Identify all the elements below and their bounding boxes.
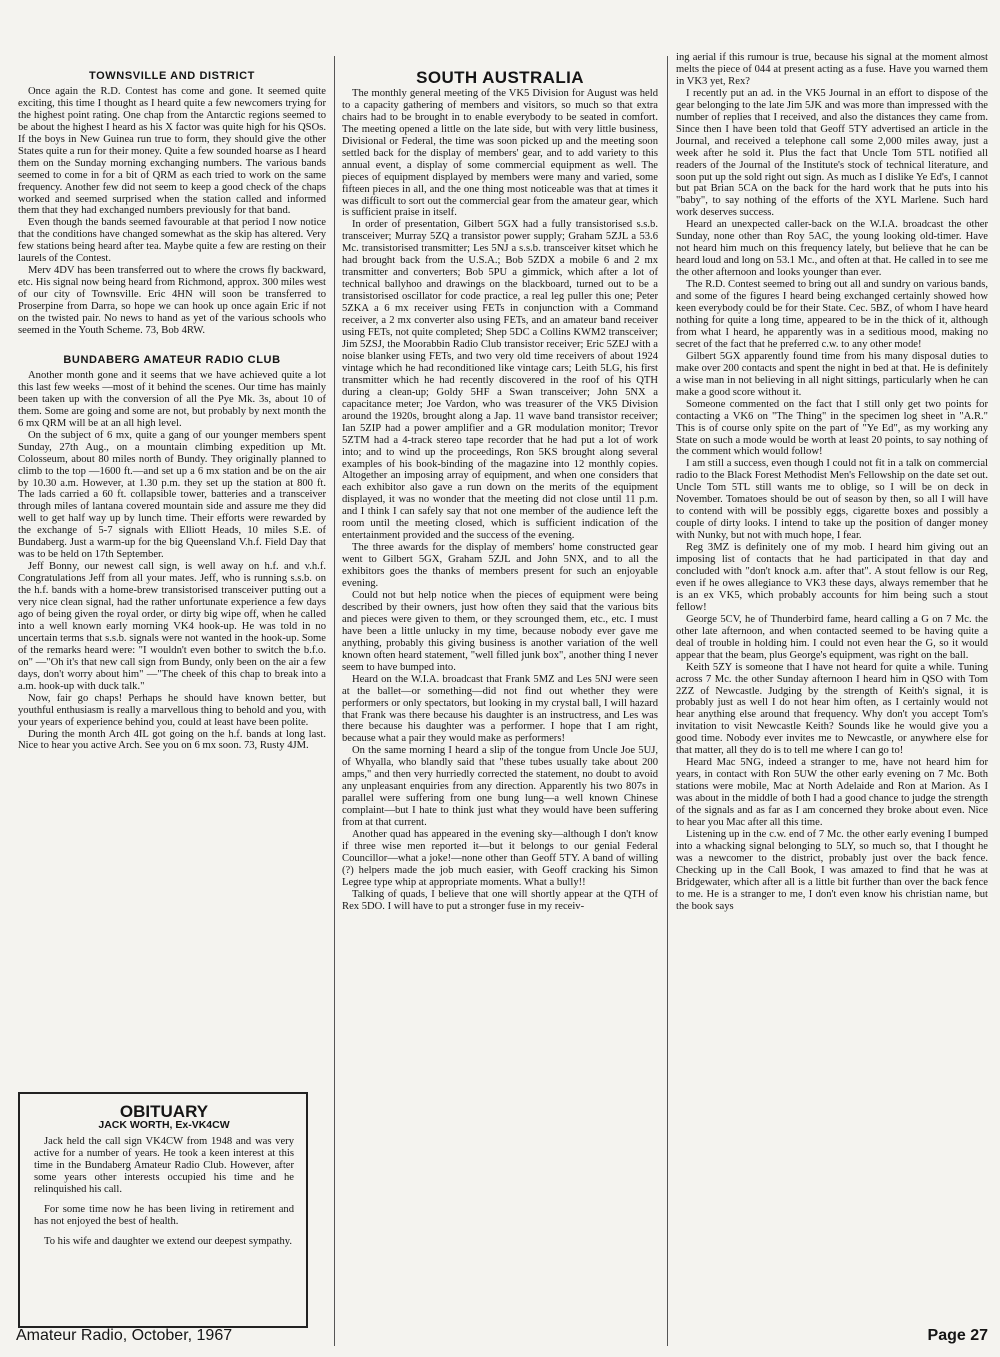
sa-paragraph: Talking of quads, I believe that one will shortly appear at the QTH of Rex 5DO. I will have to put a stronger fuse in my receiv- <box>342 888 658 912</box>
column3-paragraph: Listening up in the c.w. end of 7 Mc. the other early evening I bumped into a whacking signal belonging to 5LY, so much so, that I thought he was a newcomer to the district, probably just over the back fence. Checking up in the Call Book, I was amazed to find that he was at Bridgewater, which after all is a little bit further than over the back fence to me. He is a stranger to me, I don't even know his christian name, but the book says <box>676 828 988 912</box>
page-number: Page 27 <box>927 1327 988 1344</box>
obituary-paragraph: To his wife and daughter we extend our deepest sympathy. <box>44 1235 293 1247</box>
column3-paragraph: Reg 3MZ is definitely one of my mob. I heard him giving out an imposing list of contacts that he had participated in that day and concluded with "don't knock a.m. after that". A stout fellow is our Reg, even if he owes allegiance to VK3 these days, always remember that he is an ex VK5, which probably accounts for him being such a stout fellow! <box>676 542 988 613</box>
sa-paragraph: On the same morning I heard a slip of the tongue from Uncle Joe 5UJ, of Whyalla, who blandly said that "these tubes usually take about 200 amps," and then very hurriedly corrected the statement, no doubt to avoid any unpleasant enquiries from any direction. Apparently his two 807s in parallel were suffering from one bung lung—a well known Chinese complaint—but I hate to think just what they would have been suffering from at that current. <box>342 745 658 829</box>
column-divider <box>334 56 335 1346</box>
bundaberg-paragraph: Jeff Bonny, our newest call sign, is well away on h.f. and v.h.f. Congratulations Jeff from all your mates. Jeff, who is running s.s.b. on the h.f. bands with a home-brew transistorised transceiver putting out a very nice clean signal, had the rather unfortunate experience a few days ago of being given the royal order, or dirty big wipe off, when he called into a well known early morning VK4 hook-up. He was told in no uncertain terms that s.s.b. signals were not wanted in the hook-up. Some of the remarks heard were: "I wouldn't even bother to switch the b.f.o. on" —"Oh it's that new call sign from Bundy, only been on the air a few days, don't worry about him" —"The cheek of this chap to break into a a.m. hook-up with duck talk." <box>18 561 326 692</box>
column3-paragraph: I am still a success, even though I could not fit in a talk on commercial radio to the Black Forest Methodist Men's Fellowship on the date set out. Uncle Tom 5TL still wants me to oblige, so I will be on deck in November. Tomatoes should be out of season by then, so all I will have to contend with will be possibly eggs, cigarette boxes and possibly a couple of dirty looks. I intend to take up the position of danger money with Nunky, but not with much hope, I fear. <box>676 458 988 542</box>
column-middle <box>342 56 658 1346</box>
column-divider <box>667 56 668 1346</box>
townsville-paragraph: Merv 4DV has been transferred out to where the crows fly backward, etc. His signal now being heard from Richmond, approx. 300 miles west of our city of Townsville. Eric 4HN will soon be transferred to Proserpine from Darra, so hope we can hook up once again Eric if not on the twisted pair. No news to hand as yet of the various schools who seemed in the Youth Scheme. 73, Bob 4RW. <box>18 265 326 337</box>
obituary-paragraph: Jack held the call sign VK4CW from 1948 and was very active for a number of years. He took a keen interest at this time in the Bundaberg Amateur Radio Club. However, after some years other interests occupied his time and he relinquished his call. <box>34 1135 294 1195</box>
sa-paragraph: The monthly general meeting of the VK5 Division for August was held to a capacity gathering of members and visitors, so much so that extra chairs had to be brought in to enable everybody to be seated in comfort. The meeting opened a little on the late side, but with very little business, Divisional or Federal, the time was soon picked up and the meeting soon settled back for the display of members' gear, and to add variety to this annual event, a display of some commercial equipment as well. The pieces of equipment displayed by members were many and varied, some fifteen pieces in all, and the one thing most noticeable was that at times it was difficult to sort out the commercial gear from the amateur gear, which is sufficient praise in itself. <box>342 87 658 219</box>
column3-paragraph: Heard Mac 5NG, indeed a stranger to me, have not heard him for years, in contact with Ron 5UW the other early evening on 7 Mc. Both stations were mobile, Mac at North Adelaide and Ron at Marion. As I was about in the middle of both I had a good chance to judge the strength of the signals and as far as I am concerned they broke about even. Nice to hear you Mac after all this time. <box>676 757 988 828</box>
column-left <box>18 52 326 1052</box>
bundaberg-paragraph: Now, fair go chaps! Perhaps he should have known better, but youthful enthusiasm is really a marvellous thing to behold and you, with your years of experience behind you, could at least have been polite. <box>18 692 326 728</box>
column3-paragraph: Heard an unexpected caller-back on the W.I.A. broadcast the other Sunday, none other than Roy 5AC, the young looking old-timer. Have not heard him much on this frequency lately, but believe that he can be heard loud and long on 53.1 Mc., and often at that. He called in to see me the other afternoon and looks younger than ever. <box>676 219 988 279</box>
column3-paragraph: George 5CV, he of Thunderbird fame, heard calling a G on 7 Mc. the other late afternoon, and when contacted seemed to be having quite a deal of trouble in holding him. I could not even hear the G, so it would appear that the beam, plus George's equipment, was right on the ball. <box>676 613 988 661</box>
townsville-heading: TOWNSVILLE AND DISTRICT <box>89 70 255 82</box>
bundaberg-paragraph: Another month gone and it seems that we have achieved quite a lot this last few weeks —most of it behind the scenes. Our time has mainly been taken up with the conversion of all the Pye Mk. 3s, about 10 of them. Some are going and some are not, but probably by next month the 6 mx QRM will be at an all high level. <box>18 369 326 429</box>
publication-title: Amateur Radio, October, 1967 <box>16 1327 233 1344</box>
sa-paragraph: The three awards for the display of members' home constructed gear went to Gilbert 5GX, Graham 5ZJL and John 5NX, and to all the exhibitors goes the thanks of members present for such an enjoyable evening. <box>342 542 658 590</box>
column-right <box>676 52 988 1344</box>
column3-paragraph: I recently put an ad. in the VK5 Journal in an effort to dispose of the gear belonging to the late Jim 5JK and was more than impressed with the number of replies that I received, and also the distances they came from. Since then I have been told that Geoff 5TY advertised an article in the Journal, and received a telephone call some 2,000 miles away, just a week after he sold it. Plus the fact that Uncle Tom 5TL notified all readers of the Journal of the Institute's stock of technical literature, and soon put up the sold right out sign. As much as I dislike Ye Ed's, I cannot but pat Brian 5CA on the back for the hard work that he puts into his "baby", to say nothing of the efforts of the XYL Marlene. Such hard work deserves success. <box>676 87 988 219</box>
bundaberg-paragraph: On the subject of 6 mx, quite a gang of our younger members spent Sunday, 27th Aug., on a mountain climbing expedition up Mt. Colosseum, about 80 miles north of Bundy. They originally planned to climb to the top —1600 ft.—and set up a 6 mx station and be on the air by 10.30 a.m. However, at 1.30 p.m. they set up the station at 800 ft. The lads carried a 60 ft. collapsible tower, batteries and a transceiver through miles of lantana covered mountain side and assure me they did well to get half way up by lunch time. Their efforts were rewarded by the exchange of 5-7 signals with Elliott Heads, 10 miles S.E. of Bundaberg. Just a warm-up for the big Queensland V.h.f. Field Day that was to be held on 17th September. <box>18 429 326 561</box>
column3-paragraph: Gilbert 5GX apparently found time from his many disposal duties to make over 200 contacts and spent the night in bed at that. He is definitely a wise man in not believing in all night sittings, particularly when he can make a good score without it. <box>676 350 988 398</box>
column3-paragraph: Keith 5ZY is someone that I have not heard for quite a while. Tuning across 7 Mc. the other Sunday afternoon I heard him in QSO with Tom 2ZZ of Newcastle. Judging by the strength of Keith's signal, it is probably just as well I do not hear him often, as I certainly would not hear anything else around that frequency. Why don't you accept Tom's invitation to visit Newcastle Keith? Sounds like he would give you a good time. Nobody ever invites me to Newcastle, or anywhere else for that matter, all they do is to tell me where I can go to! <box>676 661 988 757</box>
obituary-title: OBITUARY <box>119 1102 209 1121</box>
column3-paragraph: ing aerial if this rumour is true, because his signal at the moment almost melts the piece of 044 at present acting as a fuse. Have you warned them in VK3 yet, Rex? <box>676 52 988 87</box>
sa-paragraph: In order of presentation, Gilbert 5GX had a fully transistorised s.s.b. transceiver; Murray 5ZQ a transistor power supply; Graham 5ZJL a 53.6 Mc. transistorised transmitter; Les 5NJ a s.s.b. transceiver kitset which he had brought back from the U.S.A.; Bob 5ZDX a mobile 6 and 2 mx transmitter and converters; Bob 5PU a gimmick, which after a lot of technical ballyhoo and drawings on the blackboard, turned out to be a transistorised oscillator for code practice, a real leg puller this one; Peter 5ZKA a 6 mx receiver using FETs in conjunction with a Command receiver, a 2 mx converter also using FETs, and an amateur band receiver using FETs, not quite completed; Shep 5DC a Collins KWM2 transceiver; Jim 5ZSJ, the Moorabbin Radio Club transistor receiver; Eric 5ZEJ with a noise blanker using FETs, and two very old time receivers of about 1924 vintage which he had reconditioned like vintage cars; Leith 5LG, his first transmitter which he had recently discovered in the roof of his QTH during a clean-up; Goldy 5HF a Swan transceiver; John 5NX a capacitance meter; Joe Vardon, who was treasurer of the VK5 Division around the 1920s, brought along a Jap. 11 wave band transistor receiver; Ian 5ZIP had a power amplifier and a GR modulation monitor; Trevor 5ZTM had a 4-track stereo tape recorder that he had put a lot of work into; and to wind up the proceedings, Ron 5KS brought along several examples of his book-binding of the magazine into 12 monthly copies. Altogether an imposing array of equipment, and when one considers that each exhibitor also gave a run down on the merits of the equipment displayed, it was no wonder that the meeting did not close until 11 p.m. and I think I can safely say that not one member of the audience left the room until the meeting closed, which is sufficient indication of the entertainment provided and the success of the evening. <box>342 219 658 542</box>
obituary-box <box>18 1092 308 1328</box>
sa-paragraph: Another quad has appeared in the evening sky—although I don't know if three wise men reported it—but it belongs to our genial Federal Councillor—what a joke!—none other than Geoff 5TY. A band of willing (?) helpers made the job much easier, with Geoff cracking his Simon Legree type whip at appropriate moments. What a bully!! <box>342 829 658 888</box>
column3-paragraph: Someone commented on the fact that I still only get two points for contacting a VK6 on "The Thing" in the specimen log sheet in "A.R." This is of course only spite on the part of "Ye Ed", as my working any State on such a mode would be worth at least 20 points, to say nothing of the comment which would follow! <box>676 398 988 458</box>
townsville-paragraph: Even though the bands seemed favourable at that period I now notice that the conditions have changed somewhat as the skip has altered. Very few stations being heard after tea. Maybe quite a few are resting on their laurels of the Contest. <box>18 217 326 265</box>
bundaberg-heading: BUNDABERG AMATEUR RADIO CLUB <box>63 353 281 366</box>
obituary-paragraph: For some time now he has been living in retirement and has not enjoyed the best of health. <box>34 1203 294 1227</box>
sa-paragraph: Heard on the W.I.A. broadcast that Frank 5MZ and Les 5NJ were seen at the ballet—or something—did not find out whether they were performers or only spectators, but looking in my crystal ball, I will hazard that Frank was there because his daughter is an instructress, and Les was there because his daughter was a performer. I hope that I am right, because what a pair they would make as performers! <box>342 673 658 745</box>
page-footer <box>16 1327 988 1349</box>
column3-paragraph: The R.D. Contest seemed to bring out all and sundry on various bands, and some of the figures I heard being exchanged certainly showed how keen everybody could be for their State. Cec. 5BZ, of whom I have heard nothing for quite a long time, appeared to be in the thick of it, although from what I heard, he apparently was in a seditious mood, making no secret of the fact that he preferred c.w. to any other mode! <box>676 279 988 350</box>
bundaberg-paragraph: During the month Arch 4IL got going on the h.f. bands at long last. Nice to hear you active Arch. See you on 6 mx soon. 73, Rusty 4JM. <box>18 728 326 752</box>
sa-paragraph: Could not but help notice when the pieces of equipment were being described by their owners, just how often they said that the various bits and pieces were given to them, or they scrounged them, etc., etc. I must have been a little unlucky in my time, because nobody ever gave me anything, probably this giving business is another variation of the well known often heard statement, "well filled junk box", another thing I never seem to have bumped into. <box>342 589 658 673</box>
obituary-subtitle: JACK WORTH, Ex-VK4CW <box>98 1118 230 1131</box>
south-australia-heading: SOUTH AUSTRALIA <box>416 68 584 87</box>
townsville-paragraph: Once again the R.D. Contest has come and gone. It seemed quite exciting, this time I thought as I heard quite a few newcomers trying for the highest point rating. One chap from the Antarctic regions seemed to be about the highest I heard as his X factor was quite high for his QSOs. If the boys in New Guinea run true to form, they should give the other States quite a run for their money. Quite a few sounded hoarse as I heard them on the Sunday morning exchanging numbers. The various bands seemed to come in for a bit of QRM as each tried to work on the same frequency. Another few did not seem to keep a good check of the chaps worked and seemed surprised when the station called and informed them that they had exchanged numbers previously for that band. <box>18 85 326 217</box>
